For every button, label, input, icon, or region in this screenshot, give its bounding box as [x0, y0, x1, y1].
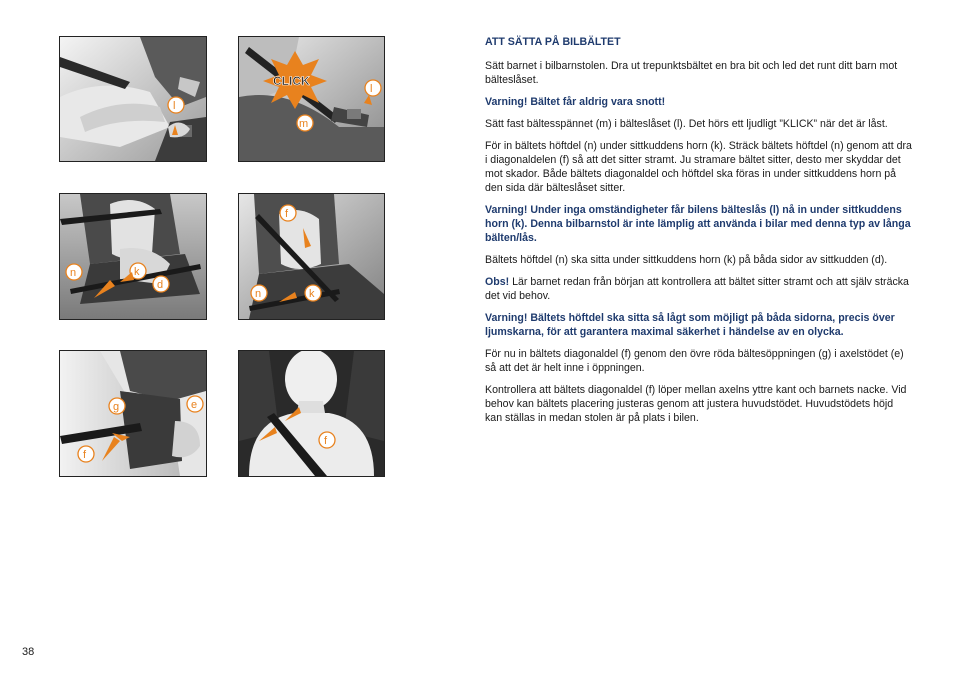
figure-2-illustration — [239, 37, 384, 161]
label-l: l — [370, 83, 373, 95]
section-heading: ATT SÄTTA PÅ BILBÄLTET — [485, 36, 621, 48]
figure-lap-belt-under-horn — [59, 193, 207, 320]
warning: Varning! Bältets höftdel ska sitta så lågt som möjligt på båda sidorna, precis över ljumskarna, för att garantera maximal säkerhet i händelse av en olycka. — [485, 312, 895, 338]
figure-5-illustration — [60, 351, 206, 476]
label-marker — [365, 80, 381, 96]
note-label: Obs! — [485, 276, 510, 288]
label-f: f — [285, 208, 289, 220]
paragraph: För in bältets höftdel (n) under sittkuddens horn (k). Sträck bältets höftdel (n) genom att dra i diagonaldelen (f) så att det sitter stramt. Ju stramare bältet sitter, desto mer skyddar det mot skador. Både bältets diagonaldel och höftdel ska föras in under sittkuddens horn på den sida där bälteslåset sitter. — [485, 140, 912, 194]
click-text: CLICK — [273, 74, 310, 88]
label-f: f — [324, 435, 328, 447]
label-m: m — [299, 118, 309, 130]
note-text: Lär barnet redan från början att kontrollera att bältet sitter stramt och att själv sträcka det vid behov. — [485, 276, 909, 302]
note-paragraph — [485, 275, 913, 303]
label-k: k — [309, 288, 315, 300]
figure-3-illustration — [60, 194, 206, 319]
paragraph: Sätt fast bältesspännet (m) i bälteslåset (l). Det hörs ett ljudligt ”KLICK” när det är låst. — [485, 118, 888, 130]
figure-6-illustration — [239, 351, 384, 476]
paragraph: För nu in bältets diagonaldel (f) genom den övre röda bältesöppningen (g) i axelstödet (e) så att det är helt inne i öppningen. — [485, 348, 904, 374]
label-k: k — [134, 266, 140, 278]
label-e: e — [191, 399, 198, 411]
figure-4-illustration — [239, 194, 384, 319]
paragraph: Bältets höftdel (n) ska sitta under sittkuddens horn (k) på båda sidor av sittkudden (d). — [485, 254, 888, 266]
figure-shoulder-guide — [59, 350, 207, 477]
label-n: n — [255, 288, 262, 300]
warning: Varning! Under inga omständigheter får bilens bälteslås (l) nå in under sittkuddens horn (k). Denna bilbarnstol är inte lämplig att använda i bilar med denna typ av långa bälten/lås. — [485, 204, 911, 244]
figure-buckle-position — [59, 36, 207, 162]
label-f: f — [83, 449, 87, 461]
instruction-text — [485, 35, 913, 433]
page-number: 38 — [22, 646, 35, 658]
figure-belt-over-shoulder — [238, 350, 385, 477]
label-n: n — [70, 267, 77, 279]
figure-1-illustration — [60, 37, 206, 161]
label-g: g — [113, 401, 120, 413]
figure-diagonal-belt — [238, 193, 385, 320]
label-l: l — [173, 100, 176, 112]
label-d: d — [157, 279, 164, 291]
warning: Varning! Bältet får aldrig vara snott! — [485, 96, 666, 108]
paragraph: Sätt barnet i bilbarnstolen. Dra ut trepunktsbältet en bra bit och led det runt ditt barn mot bälteslåset. — [485, 60, 898, 86]
paragraph: Kontrollera att bältets diagonaldel (f) löper mellan axelns yttre kant och barnets nacke. Vid behov kan bältets placering justeras genom att justera huvudstödet. Huvudstödets höjd kan ställas in medan stolen är på plats i bilen. — [485, 384, 907, 424]
figure-click-buckle — [238, 36, 385, 162]
label-marker — [168, 97, 184, 113]
